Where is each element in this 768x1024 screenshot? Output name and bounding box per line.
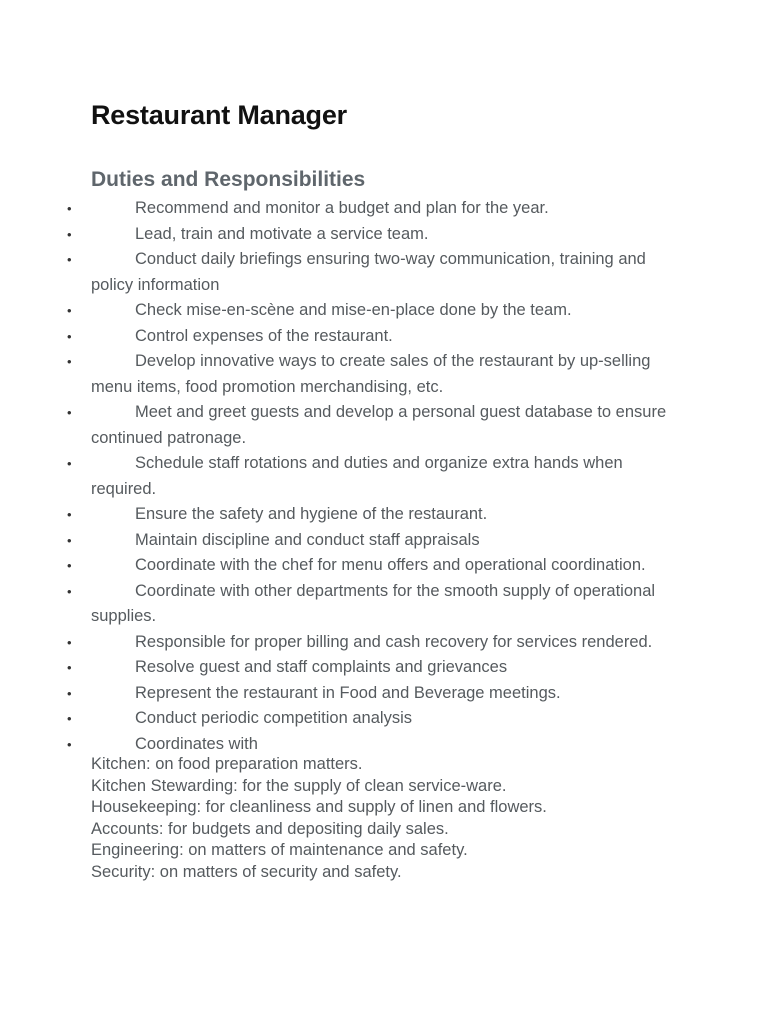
bullet-icon: • [67, 456, 72, 471]
bullet-icon: • [67, 507, 72, 522]
page-title: Restaurant Manager [91, 100, 347, 130]
list-item [67, 451, 691, 502]
duty-text: Maintain discipline and conduct staff appraisals [135, 530, 480, 549]
coordination-line: Kitchen Stewarding: for the supply of clean service-ware. [91, 776, 507, 795]
duty-text: Conduct periodic competition analysis [135, 709, 412, 727]
bullet-icon: • [67, 532, 72, 548]
coordination-line: Kitchen: on food preparation matters. [91, 755, 363, 773]
duty-text: Conduct daily briefings ensuring two-way communication, training and policy information [91, 250, 646, 294]
list-item [67, 681, 691, 707]
list-item [67, 247, 691, 298]
list-item [67, 553, 691, 579]
list-item [67, 324, 691, 350]
bullet-icon: • [67, 252, 72, 267]
bullet-icon: • [67, 685, 72, 701]
duty-text: Coordinate with the chef for menu offers and operational coordination. [135, 556, 646, 574]
list-item [67, 579, 691, 630]
duty-text: Resolve guest and staff complaints and grievances [135, 658, 508, 676]
duty-text: Meet and greet guests and develop a personal guest database to ensure continued patronage. [91, 403, 667, 447]
duty-text: Responsible for proper billing and cash recovery for services rendered. [135, 632, 653, 651]
list-item [67, 528, 691, 554]
bullet-icon: • [67, 583, 72, 599]
bullet-icon: • [67, 736, 72, 752]
bullet-icon: • [67, 558, 72, 573]
list-item [67, 298, 691, 324]
bullet-icon: • [67, 711, 72, 726]
duty-text: Coordinates with [135, 734, 258, 753]
list-item [67, 706, 691, 732]
coordination-line: Security: on matters of security and safety. [91, 862, 402, 881]
duty-text: Recommend and monitor a budget and plan for the year. [135, 199, 549, 217]
bullet-icon: • [67, 660, 72, 675]
duty-text: Lead, train and motivate a service team. [135, 224, 429, 243]
list-item [67, 196, 691, 222]
section-heading: Duties and Responsibilities [91, 168, 366, 191]
list-item [67, 630, 691, 656]
bullet-icon: • [67, 354, 72, 369]
bullet-icon: • [67, 201, 72, 216]
bullet-icon: • [67, 328, 72, 344]
coordination-line: Accounts: for budgets and depositing daily sales. [91, 819, 449, 838]
list-item [67, 222, 691, 248]
bullet-icon: • [67, 303, 72, 318]
coordination-line: Housekeeping: for cleanliness and supply of linen and flowers. [91, 798, 547, 816]
coordinates-with-list [91, 754, 691, 883]
duty-text: Coordinate with other departments for the smooth supply of operational supplies. [91, 581, 656, 625]
duty-text: Control expenses of the restaurant. [135, 326, 393, 345]
list-item [67, 400, 691, 451]
coordination-line: Engineering: on matters of maintenance and safety. [91, 841, 468, 859]
list-item [67, 655, 691, 681]
bullet-icon: • [67, 634, 72, 650]
list-item [67, 502, 691, 528]
list-item [67, 732, 691, 884]
bullet-icon: • [67, 226, 72, 242]
list-item [67, 349, 691, 400]
duty-text: Schedule staff rotations and duties and organize extra hands when required. [91, 454, 623, 498]
duty-text: Represent the restaurant in Food and Beverage meetings. [135, 683, 561, 702]
duties-list [67, 196, 691, 883]
duty-text: Check mise-en-scène and mise-en-place done by the team. [135, 301, 572, 319]
bullet-icon: • [67, 405, 72, 420]
duty-text: Ensure the safety and hygiene of the restaurant. [135, 505, 488, 523]
duty-text: Develop innovative ways to create sales of the restaurant by up-selling menu items, food promotion merchandising, etc. [91, 352, 651, 396]
